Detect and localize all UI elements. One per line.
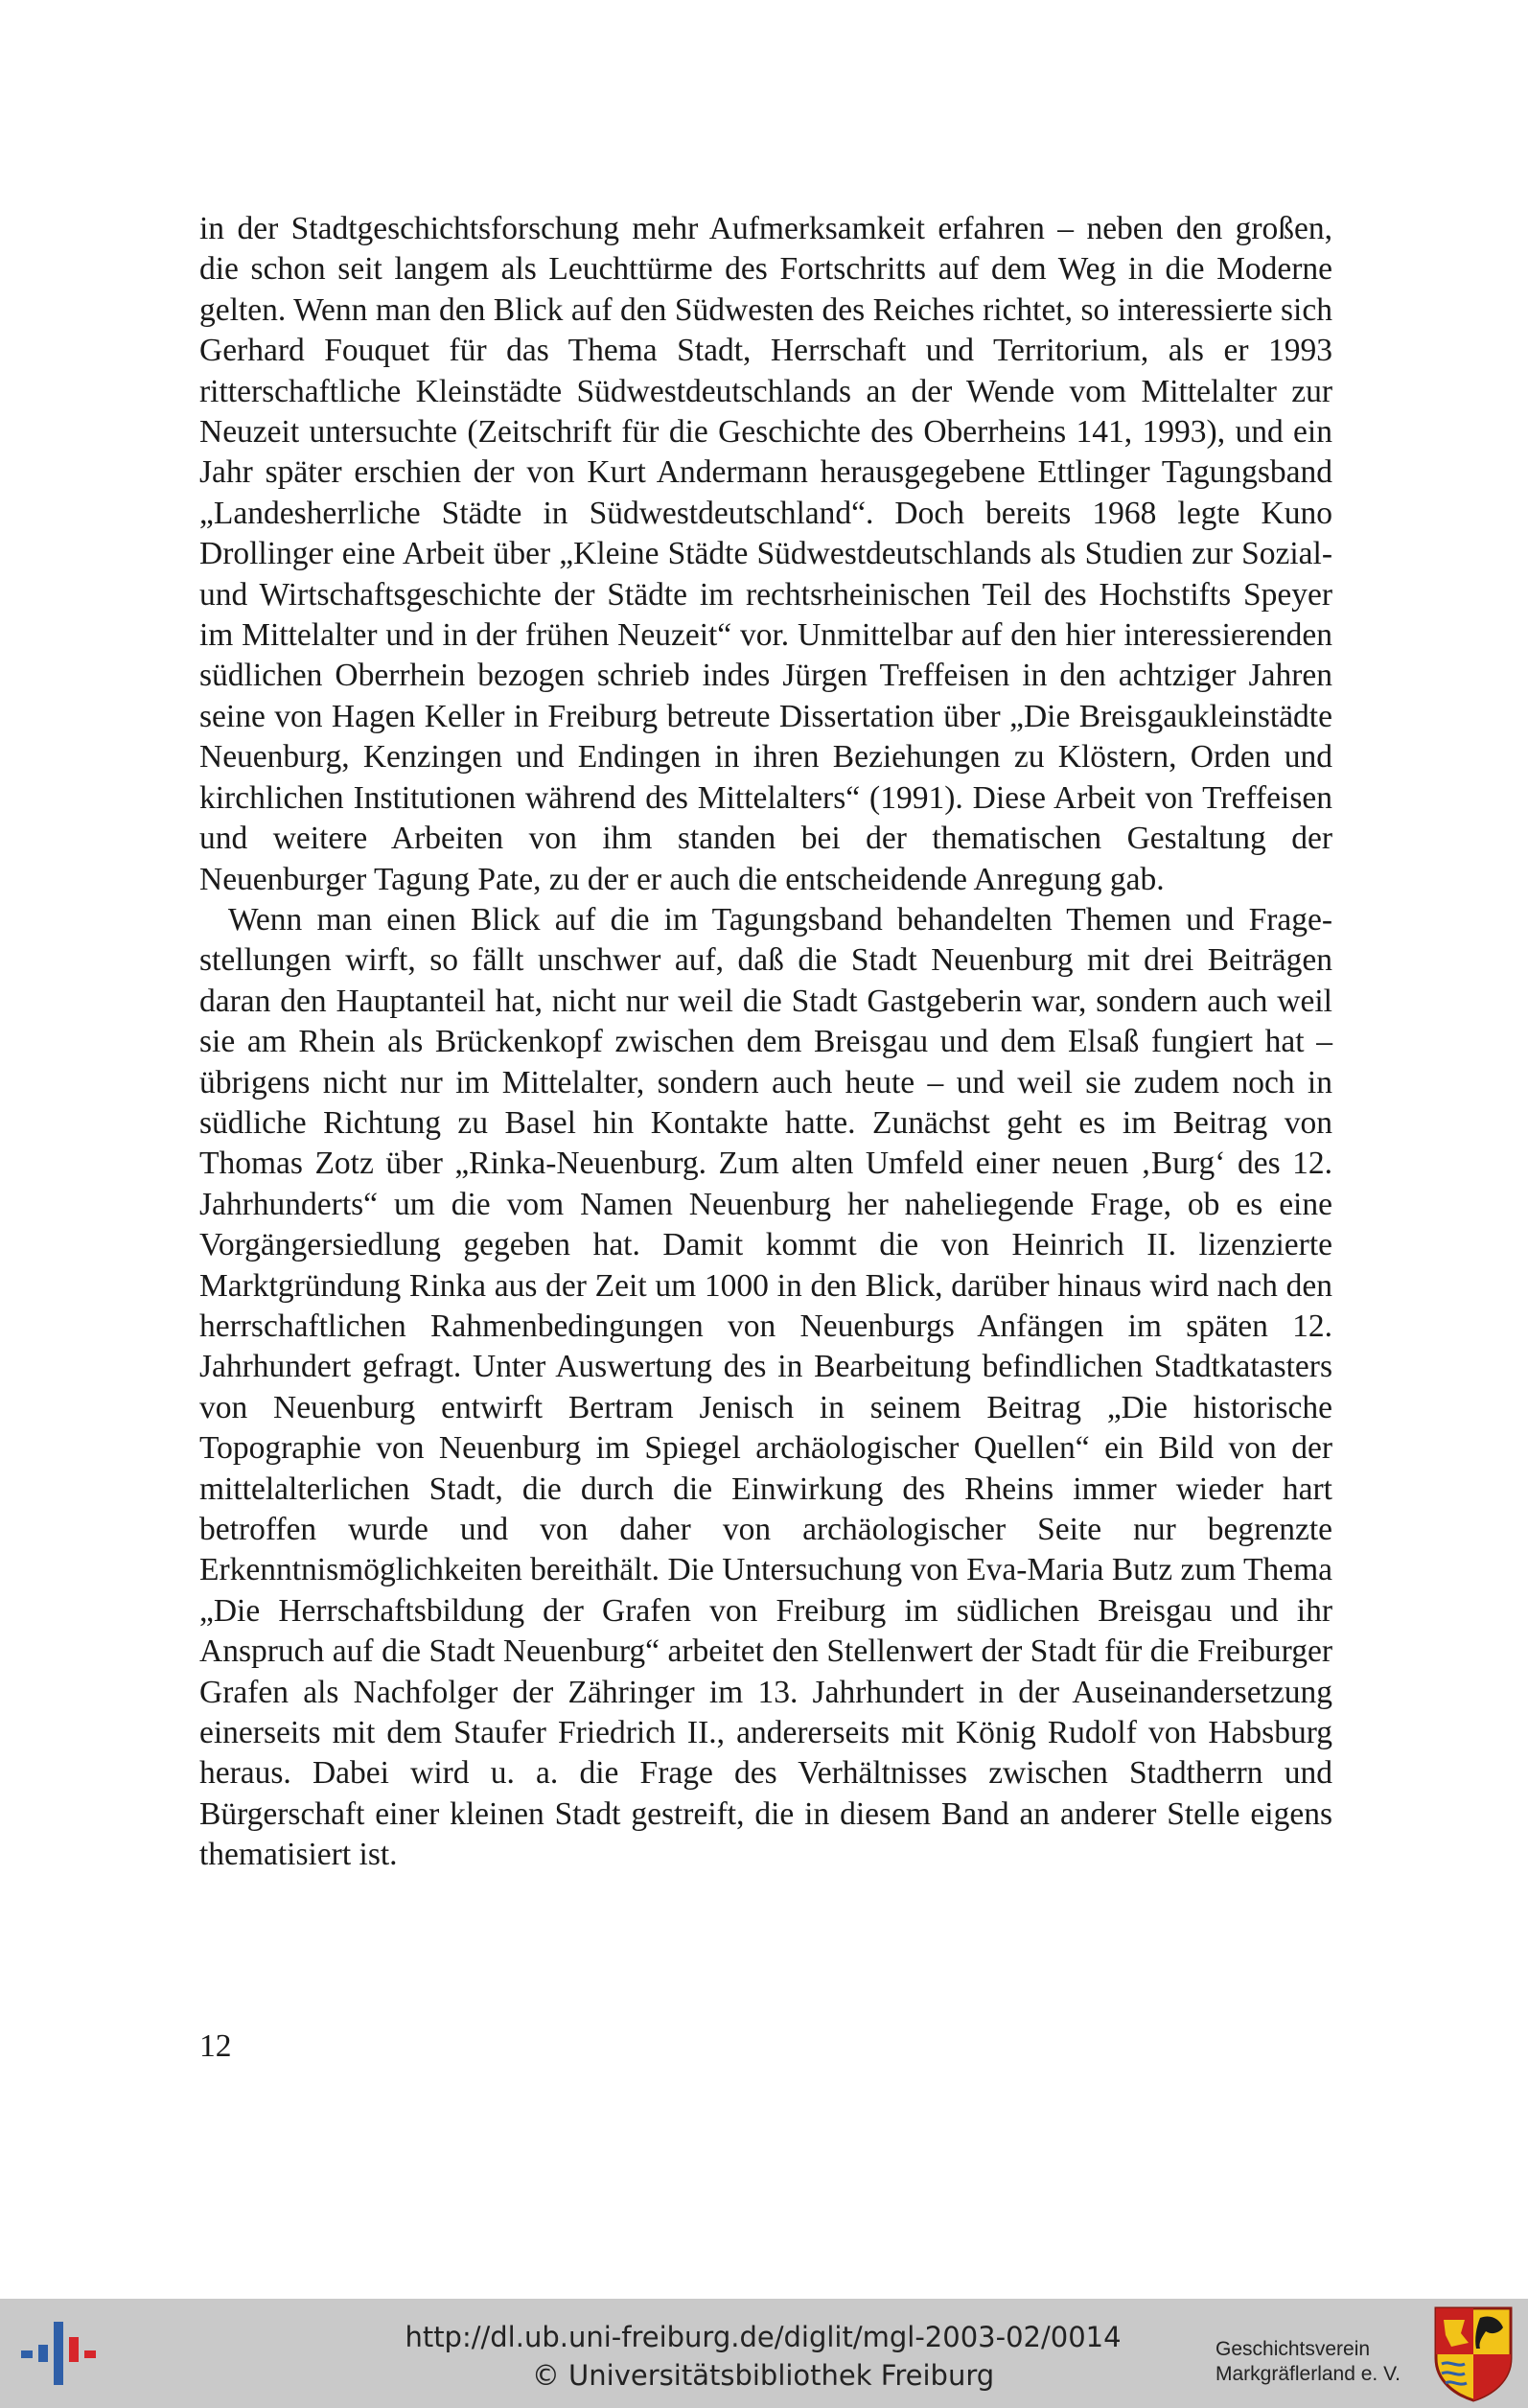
ub-freiburg-logo-icon[interactable] (17, 2318, 100, 2389)
body-text (199, 209, 1332, 1876)
society-name-line-2: Markgräflerland e. V. (1215, 2363, 1401, 2385)
copyright-notice: © Universitätsbibliothek Freiburg (531, 2359, 995, 2392)
paragraph-1: in der Stadtgeschichtsforschung mehr Aufmerksamkeit erfahren – neben den großen, die schon seit langem als Leuchttürme des Fortschritts auf dem Weg in die Moderne gelten. Wenn man den Blick auf den Südwesten des Reiches richtet, so interessierte sich Gerhard Fouquet für das Thema Stadt, Herrschaft und Territorium, als er 1993 ritterschaftliche Kleinstädte Südwestdeutschlands an der Wende vom Mittelalter zur Neuzeit untersuchte (Zeitschrift für die Geschichte des Oberrheins 141, 1993), und ein Jahr später erschien der von Kurt Andermann herausgegebene Ettlinger Tagungsband „Landesherrliche Städte in Südwestdeutschland“. Doch bereits 1968 legte Kuno Drollinger eine Arbeit über „Kleine Städte Südwestdeutschlands als Studien zur Sozial- und Wirtschaftsgeschichte der Städte im rechtsrheinischen Teil des Hochstifts Speyer im Mittelalter und in der frühen Neuzeit“ vor. Unmittelbar auf den hier interessierenden südlichen Oberrhein bezogen schrieb indes Jürgen Treffeisen in den achtziger Jahren seine von Hagen Keller in Freiburg betreute Dissertation über „Die Breisgaukleinstädte Neuenburg, Kenzingen und Endingen in ihren Beziehungen zu Klöstern, Orden und kirchlichen Institutionen während des Mittelalters“ (1991). Diese Arbeit von Treffeisen und weitere Arbeiten von ihm standen bei der thematischen Gestaltung der Neuenburger Tagung Pate, zu der er auch die entscheidende Anregung gab. (199, 211, 1332, 897)
page-number: 12 (199, 2028, 232, 2064)
society-name (1215, 2337, 1436, 2387)
society-name-line-1: Geschichtsverein (1215, 2338, 1371, 2360)
paragraph-2: Wenn man einen Blick auf die im Tagungsband behandelten Themen und Fragestellungen wirft, so fällt unschwer auf, daß die Stadt Neuenburg mit drei Beiträgen daran den Hauptanteil hat, nicht nur weil die Stadt Gastgeberin war, sondern auch weil sie am Rhein als Brückenkopf zwischen dem Breisgau und dem Elsaß fungiert hat – übrigens nicht nur im Mittelalter, sondern auch heute – und weil sie zudem noch in südliche Richtung zu Basel hin Kontakte hatte. Zunächst geht es im Beitrag von Thomas Zotz über „Rinka-Neuenburg. Zum alten Umfeld einer neuen ‚Burg‘ des 12. Jahrhunderts“ um die vom Namen Neuenburg her naheliegende Frage, ob es eine Vorgängersiedlung gegeben hat. Damit kommt die von Heinrich II. lizenzierte Marktgründung Rinka aus der Zeit um 1000 in den Blick, darüber hinaus wird nach den herrschaftlichen Rahmenbedingungen von Neuenburgs Anfängen im späten 12. Jahrhundert gefragt. Unter Auswertung des in Bearbeitung befindlichen Stadtkatasters von Neuenburg entwirft Bertram Jenisch in seinem Beitrag „Die historische Topographie von Neuenburg im Spiegel archäologischer Quellen“ ein Bild von der mittelalterlichen Stadt, die durch die Einwirkung des Rheins immer wieder hart betroffen wurde und von daher von archäologischer Seite nur begrenzte Erkenntnismöglichkeiten bereithält. Die Untersuchung von Eva-Maria Butz zum Thema „Die Herrschaftsbildung der Grafen von Freiburg im südlichen Breisgau und ihr Anspruch auf die Stadt Neuenburg“ arbeitet den Stellenwert der Stadt für die Freiburger Grafen als Nachfolger der Zähringer im 13. Jahrhundert in der Auseinandersetzung einerseits mit dem Staufer Friedrich II., andererseits mit König Rudolf von Habsburg heraus. Dabei wird u. a. die Frage des Verhältnisses zwischen Stadtherrn und Bürgerschaft einer kleinen Stadt gestreift, die in diesem Band an anderer Stelle eigens thematisiert ist. (199, 901, 1332, 1873)
source-url-link[interactable]: http://dl.ub.uni-freiburg.de/diglit/mgl-2003-02/0014 (405, 2321, 1122, 2353)
coat-of-arms-icon[interactable] (1432, 2304, 1515, 2402)
